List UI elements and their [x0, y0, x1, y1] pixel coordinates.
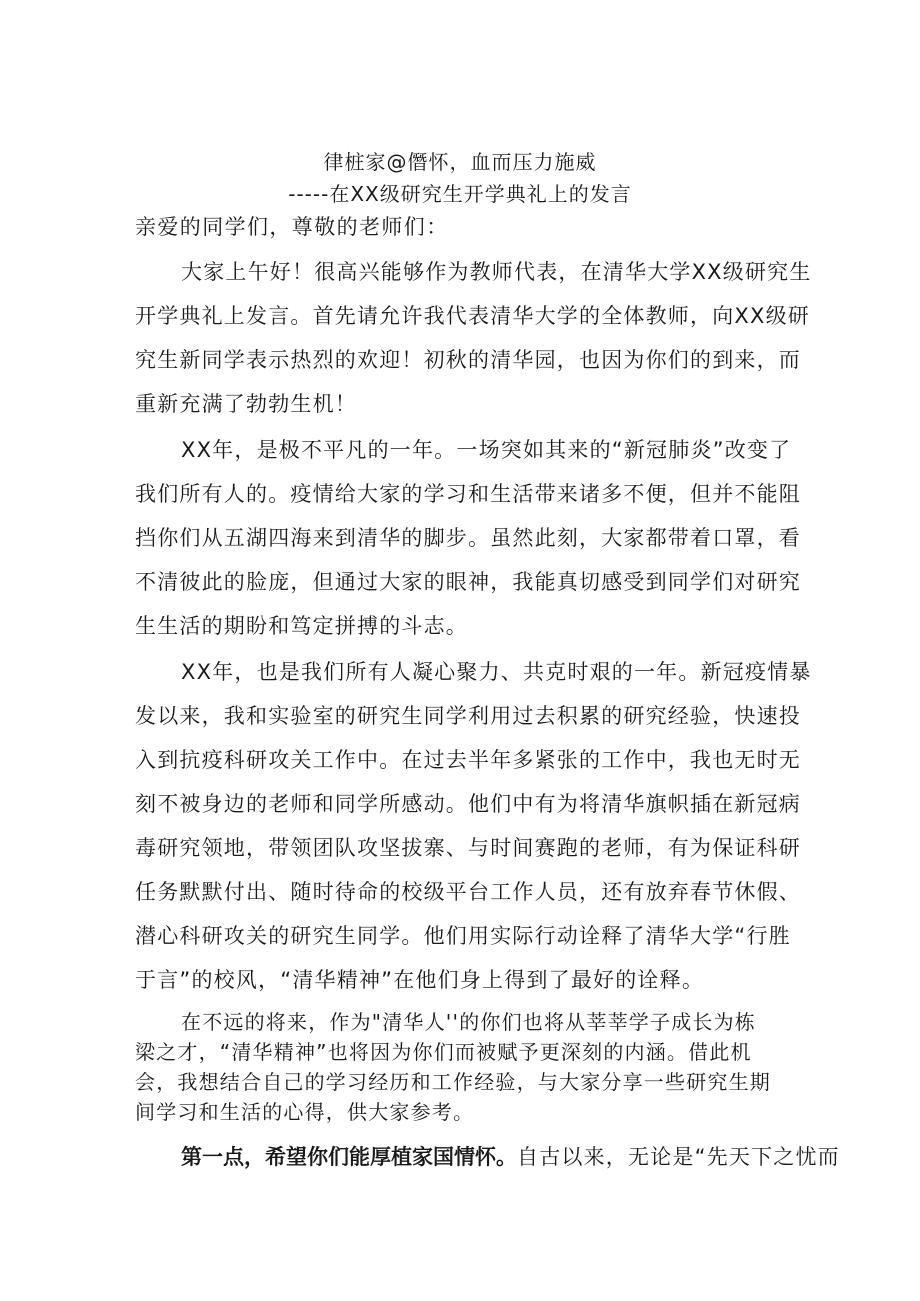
paragraph-4-line-3: 会，我想结合自己的学习经历和工作经验，与大家分享一些研究生期 — [135, 1070, 771, 1094]
paragraph-5-text: 自古以来，无论是“先天下之忧而 — [517, 1145, 840, 1169]
paragraph-2-line-5: 生生活的期盼和笃定拼搏的斗志。 — [135, 614, 468, 638]
paragraph-2-line-3: 挡你们从五湖四海来到清华的脚步。虽然此刻，大家都带着口罩，看 — [135, 526, 801, 550]
paragraph-3-line-3: 入到抗疫科研攻关工作中。在过去半年多紧张的工作中，我也无时无 — [135, 748, 801, 772]
paragraph-2-line-1: XX年，是极不平凡的一年。一场突如其来的“新冠肺炎”改变了 — [181, 438, 792, 462]
paragraph-5-bold-lead: 第一点，希望你们能厚植家国情怀。 — [181, 1145, 517, 1169]
paragraph-3-line-5: 毒研究领地，带领团队攻坚拔寨、与时间赛跑的老师，有为保证科研 — [135, 836, 801, 860]
paragraph-3-line-1: XX年，也是我们所有人凝心聚力、共克时艰的一年。新冠疫情暴 — [181, 660, 812, 684]
paragraph-1-line-3: 究生新同学表示热烈的欢迎！初秋的清华园，也因为你们的到来，而 — [135, 348, 801, 372]
greeting: 亲爱的同学们，尊敬的老师们： — [135, 215, 449, 239]
paragraph-3-line-2: 发以来，我和实验室的研究生同学利用过去积累的研究经验，快速投 — [135, 704, 801, 728]
paragraph-4-line-2: 梁之才，“清华精神”也将因为你们而被赋予更深刻的内涵。借此机 — [135, 1040, 752, 1064]
paragraph-1-line-1: 大家上午好！很高兴能够作为教师代表，在清华大学XX级研究生 — [181, 260, 812, 284]
paragraph-2-line-4: 不清彼此的脸庞，但通过大家的眼神，我能真切感受到同学们对研究 — [135, 570, 801, 594]
paragraph-3-line-7: 潜心科研攻关的研究生同学。他们用实际行动诠释了清华大学“行胜 — [135, 924, 791, 948]
paragraph-5-line-1 — [181, 1143, 840, 1171]
paragraph-2-line-2: 我们所有人的。疫情给大家的学习和生活带来诸多不便，但并不能阻 — [135, 482, 801, 506]
paragraph-3-line-6: 任务默默付出、随时待命的校级平台工作人员，还有放弃春节休假、 — [135, 880, 801, 904]
paragraph-3-line-4: 刻不被身边的老师和同学所感动。他们中有为将清华旗帜插在新冠病 — [135, 792, 801, 816]
document-title: 律桩家@僭怀，血而压力施威 — [323, 150, 597, 174]
document-subtitle: -----在XX级研究生开学典礼上的发言 — [288, 182, 632, 206]
paragraph-3-line-8: 于言”的校风，“清华精神”在他们身上得到了最好的诠释。 — [135, 968, 705, 992]
paragraph-1-line-4: 重新充满了勃勃生机！ — [135, 392, 357, 416]
paragraph-4-line-1: 在不远的将来，作为"清华人''的你们也将从莘莘学子成长为栋 — [181, 1010, 756, 1034]
paragraph-1-line-2: 开学典礼上发言。首先请允许我代表清华大学的全体教师，向XX级研 — [135, 304, 810, 328]
paragraph-4-line-4: 间学习和生活的心得，供大家参考。 — [135, 1100, 475, 1124]
